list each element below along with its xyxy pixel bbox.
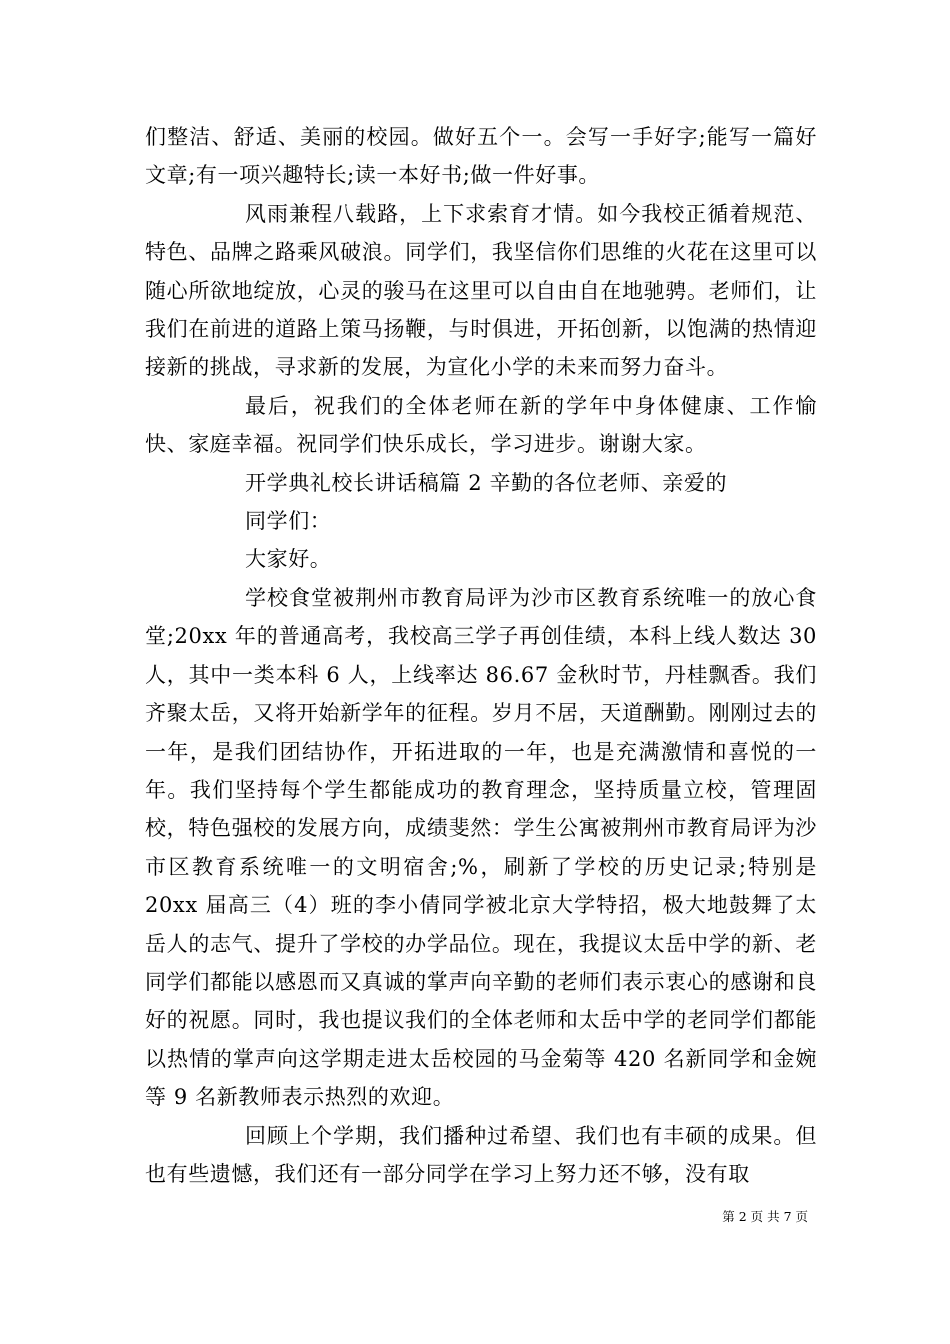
page-number-footer: 第 2 页 共 7 页 [722, 1209, 808, 1224]
paragraph-1: 们整洁、舒适、美丽的校园。做好五个一。会写一手好字;能写一篇好文章;有一项兴趣特长;读一本好书;做一件好事。 [145, 125, 817, 188]
document-body [145, 118, 817, 1193]
paragraph-6-greeting: 大家好。 [245, 547, 332, 572]
paragraph-8: 回顾上个学期，我们播种过希望、我们也有丰硕的成果。但也有些遗憾，我们还有一部分同学在学习上努力还不够，没有取 [145, 1123, 817, 1186]
paragraph-7: 学校食堂被荆州市教育局评为沙市区教育系统唯一的放心食堂;20xx 年的普通高考，我校高三学子再创佳绩，本科上线人数达 30 人，其中一类本科 6 人，上线率达 86.67 金秋时节，丹桂飘香。我们齐聚太岳，又将开始新学年的征程。岁月不居，天道酬勤。刚刚过去的一年，是我们团结协作，开拓进取的一年，也是充满激情和喜悦的一年。我们坚持每个学生都能成功的教育理念，坚持质量立校，管理固校，特色强校的发展方向，成绩斐然：学生公寓被荆州市教育局评为沙市区教育系统唯一的文明宿舍;%，刷新了学校的历史记录;特别是 20xx 届高三（4）班的李小倩同学被北京大学特招，极大地鼓舞了太岳人的志气、提升了学校的办学品位。现在，我提议太岳中学的新、老同学们都能以感恩而又真诚的掌声向辛勤的老师们表示衷心的感谢和良好的祝愿。同时，我也提议我们的全体老师和太岳中学的老同学们都能以热情的掌声向这学期走进太岳校园的马金菊等 420 名新同学和金婉等 9 名新教师表示热烈的欢迎。 [145, 585, 817, 1110]
paragraph-2: 风雨兼程八载路，上下求索育才情。如今我校正循着规范、特色、品牌之路乘风破浪。同学们，我坚信你们思维的火花在这里可以随心所欲地绽放，心灵的骏马在这里可以自由自在地驰骋。老师们，让我们在前进的道路上策马扬鞭，与时俱进，开拓创新，以饱满的热情迎接新的挑战，寻求新的发展，为宣化小学的未来而努力奋斗。 [145, 201, 817, 380]
paragraph-5-salutation: 同学们： [245, 509, 332, 534]
paragraph-3: 最后，祝我们的全体老师在新的学年中身体健康、工作愉快、家庭幸福。祝同学们快乐成长，学习进步。谢谢大家。 [145, 393, 817, 457]
paragraph-4-heading: 开学典礼校长讲话稿篇 2 辛勤的各位老师、亲爱的 [245, 470, 728, 495]
